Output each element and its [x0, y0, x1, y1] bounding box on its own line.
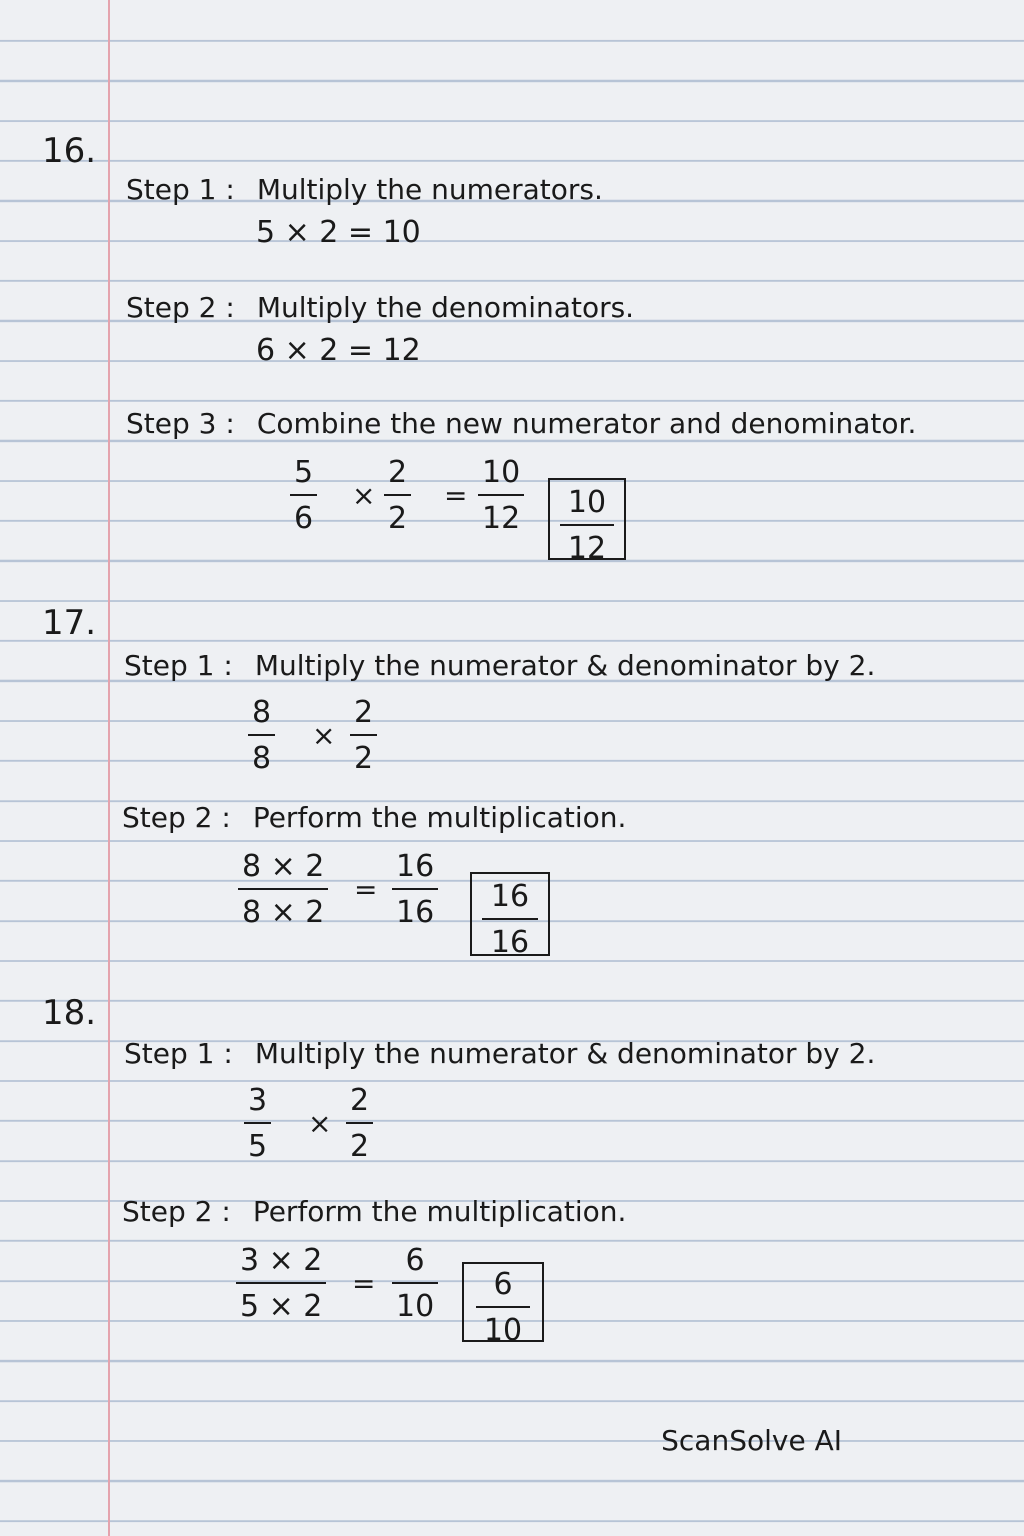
p18-product-fraction	[236, 1243, 326, 1324]
denominator: 6	[294, 501, 314, 536]
denominator: 16	[396, 895, 435, 930]
numerator: 3 × 2	[240, 1243, 323, 1278]
p17-result-fraction	[392, 849, 438, 930]
p18-step1	[124, 1037, 876, 1070]
denominator: 2	[354, 741, 374, 776]
p18-result-fraction	[392, 1243, 438, 1324]
p18-step2-text: Perform the multiplication.	[252, 1195, 627, 1228]
times-sign: ×	[312, 719, 336, 752]
numerator: 6	[405, 1243, 425, 1278]
p16-step1	[126, 173, 603, 206]
p17-step1-label: Step 1 :	[124, 649, 233, 682]
margin-line	[108, 0, 110, 1536]
denominator: 8 × 2	[242, 895, 325, 930]
p16-step3-text: Combine the new numerator and denominator.	[256, 407, 917, 440]
p18-answer-box	[462, 1262, 544, 1348]
p16-answer-box	[548, 478, 626, 566]
problem-16-number: 16.	[42, 131, 97, 171]
problem-17-number: 17.	[42, 603, 97, 643]
p17-product-fraction	[238, 849, 328, 930]
equals-sign: =	[354, 873, 378, 906]
p17-step2-text: Perform the multiplication.	[252, 801, 627, 834]
p18-setup-fraction-1	[244, 1083, 271, 1164]
numerator: 10	[567, 485, 607, 520]
p16-step3-label: Step 3 :	[126, 407, 235, 440]
p16-step2-text: Multiply the denominators.	[256, 291, 635, 324]
numerator: 2	[354, 695, 374, 730]
p18-answer-fraction	[476, 1267, 530, 1348]
p16-step1-label: Step 1 :	[126, 173, 235, 206]
denominator: 16	[490, 925, 530, 960]
denominator: 5	[248, 1129, 268, 1164]
equals-sign: =	[352, 1267, 376, 1300]
numerator: 3	[248, 1083, 268, 1118]
denominator: 10	[396, 1289, 435, 1324]
brand-signature: ScanSolve AI	[661, 1424, 842, 1457]
p17-answer-fraction	[482, 879, 538, 960]
denominator: 10	[483, 1313, 523, 1348]
denominator: 5 × 2	[240, 1289, 323, 1324]
problem-18-number: 18.	[42, 993, 97, 1033]
p18-step1-text: Multiply the numerator & denominator by 2.	[254, 1037, 876, 1070]
numerator: 2	[350, 1083, 370, 1118]
p18-step2	[122, 1195, 627, 1228]
p17-step1-text: Multiply the numerator & denominator by 2.	[254, 649, 876, 682]
p18-setup-fraction-2	[346, 1083, 373, 1164]
equals-sign: =	[444, 479, 468, 512]
numerator: 2	[388, 455, 408, 490]
p18-step1-label: Step 1 :	[124, 1037, 233, 1070]
p16-fraction-2	[384, 455, 411, 536]
p16-step2-label: Step 2 :	[126, 291, 235, 324]
numerator: 8 × 2	[242, 849, 325, 884]
p16-step1-text: Multiply the numerators.	[256, 173, 603, 206]
denominator: 8	[252, 741, 272, 776]
p16-result-fraction	[478, 455, 524, 536]
numerator: 16	[396, 849, 435, 884]
times-sign: ×	[308, 1107, 332, 1140]
p17-step2-label: Step 2 :	[122, 801, 231, 834]
p17-setup-fraction-2	[350, 695, 377, 776]
p17-answer-box	[470, 872, 550, 960]
times-sign: ×	[352, 479, 376, 512]
p17-step2	[122, 801, 627, 834]
denominator: 2	[388, 501, 408, 536]
denominator: 12	[482, 501, 521, 536]
p18-step2-label: Step 2 :	[122, 1195, 231, 1228]
p16-step3	[126, 407, 917, 440]
p16-fraction-1	[290, 455, 317, 536]
denominator: 2	[350, 1129, 370, 1164]
numerator: 6	[493, 1267, 513, 1302]
numerator: 16	[490, 879, 530, 914]
p16-step1-work: 5 × 2 = 10	[256, 215, 421, 250]
p16-step2-work: 6 × 2 = 12	[256, 333, 421, 368]
p17-step1	[124, 649, 876, 682]
denominator: 12	[567, 531, 607, 566]
numerator: 8	[252, 695, 272, 730]
numerator: 5	[294, 455, 314, 490]
p17-setup-fraction-1	[248, 695, 275, 776]
p16-answer-fraction	[560, 485, 614, 566]
p16-step2	[126, 291, 635, 324]
numerator: 10	[482, 455, 521, 490]
